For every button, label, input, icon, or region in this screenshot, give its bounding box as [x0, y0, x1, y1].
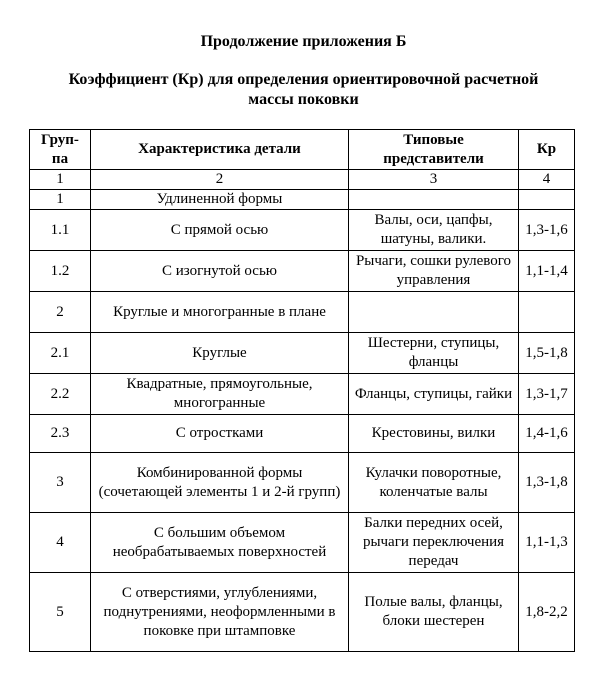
- table-row: [30, 190, 575, 210]
- kp-cell: 1,1-1,3: [519, 513, 575, 573]
- column-number-row: [30, 170, 575, 190]
- representatives-cell: Валы, оси, цапфы, шатуны, валики.: [349, 210, 519, 251]
- group-cell: 3: [30, 453, 91, 513]
- group-cell: 2.3: [30, 415, 91, 453]
- kp-cell: [519, 190, 575, 210]
- group-cell: 1.1: [30, 210, 91, 251]
- kp-cell: 1,5-1,8: [519, 333, 575, 374]
- table-row: [30, 415, 575, 453]
- kp-cell: 1,3-1,8: [519, 453, 575, 513]
- representatives-cell: [349, 190, 519, 210]
- coefficient-table: [29, 129, 575, 652]
- characteristic-cell: Квадратные, прямоугольные, многогранные: [91, 374, 349, 415]
- column-number: 3: [349, 170, 519, 190]
- kp-cell: 1,3-1,6: [519, 210, 575, 251]
- table-title-line1: Коэффициент (Кр) для определения ориентировочной расчетной: [68, 71, 539, 88]
- characteristic-cell: Удлиненной формы: [91, 190, 349, 210]
- group-cell: 5: [30, 573, 91, 652]
- characteristic-cell: Круглые и многогранные в плане: [91, 292, 349, 333]
- table-row: [30, 573, 575, 652]
- column-number: 2: [91, 170, 349, 190]
- characteristic-cell: Комбинированной формы (сочетающей элементы 1 и 2-й групп): [91, 453, 349, 513]
- representatives-cell: Балки передних осей, рычаги переключения передач: [349, 513, 519, 573]
- kp-cell: 1,3-1,7: [519, 374, 575, 415]
- representatives-cell: Фланцы, ступицы, гайки: [349, 374, 519, 415]
- group-cell: 2: [30, 292, 91, 333]
- header-group: Груп-па: [30, 130, 91, 170]
- column-number: 1: [30, 170, 91, 190]
- table-title: [0, 70, 607, 110]
- characteristic-cell: С отверстиями, углублениями, поднутрениями, неоформленными в поковке при штамповке: [91, 573, 349, 652]
- header-kp: Кр: [519, 130, 575, 170]
- header-characteristic: Характеристика детали: [91, 130, 349, 170]
- representatives-cell: Крестовины, вилки: [349, 415, 519, 453]
- representatives-cell: Рычаги, сошки рулевого управления: [349, 251, 519, 292]
- kp-cell: 1,1-1,4: [519, 251, 575, 292]
- header-row: [30, 130, 575, 170]
- table-row: [30, 333, 575, 374]
- group-cell: 1: [30, 190, 91, 210]
- kp-cell: [519, 292, 575, 333]
- group-cell: 2.2: [30, 374, 91, 415]
- table-row: [30, 251, 575, 292]
- representatives-cell: Шестерни, ступицы, фланцы: [349, 333, 519, 374]
- characteristic-cell: С отростками: [91, 415, 349, 453]
- group-cell: 1.2: [30, 251, 91, 292]
- group-cell: 4: [30, 513, 91, 573]
- representatives-cell: Полые валы, фланцы, блоки шестерен: [349, 573, 519, 652]
- column-number: 4: [519, 170, 575, 190]
- characteristic-cell: С прямой осью: [91, 210, 349, 251]
- kp-cell: 1,4-1,6: [519, 415, 575, 453]
- header-representatives: Типовые представители: [349, 130, 519, 170]
- characteristic-cell: Круглые: [91, 333, 349, 374]
- table-row: [30, 513, 575, 573]
- characteristic-cell: С изогнутой осью: [91, 251, 349, 292]
- table-row: [30, 453, 575, 513]
- kp-cell: 1,8-2,2: [519, 573, 575, 652]
- group-cell: 2.1: [30, 333, 91, 374]
- table-row: [30, 292, 575, 333]
- table-title-line2: массы поковки: [248, 91, 359, 108]
- table-row: [30, 210, 575, 251]
- characteristic-cell: С большим объемом необрабатываемых поверхностей: [91, 513, 349, 573]
- continuation-heading: Продолжение приложения Б: [200, 33, 407, 50]
- table-row: [30, 374, 575, 415]
- representatives-cell: [349, 292, 519, 333]
- representatives-cell: Кулачки поворотные, коленчатые валы: [349, 453, 519, 513]
